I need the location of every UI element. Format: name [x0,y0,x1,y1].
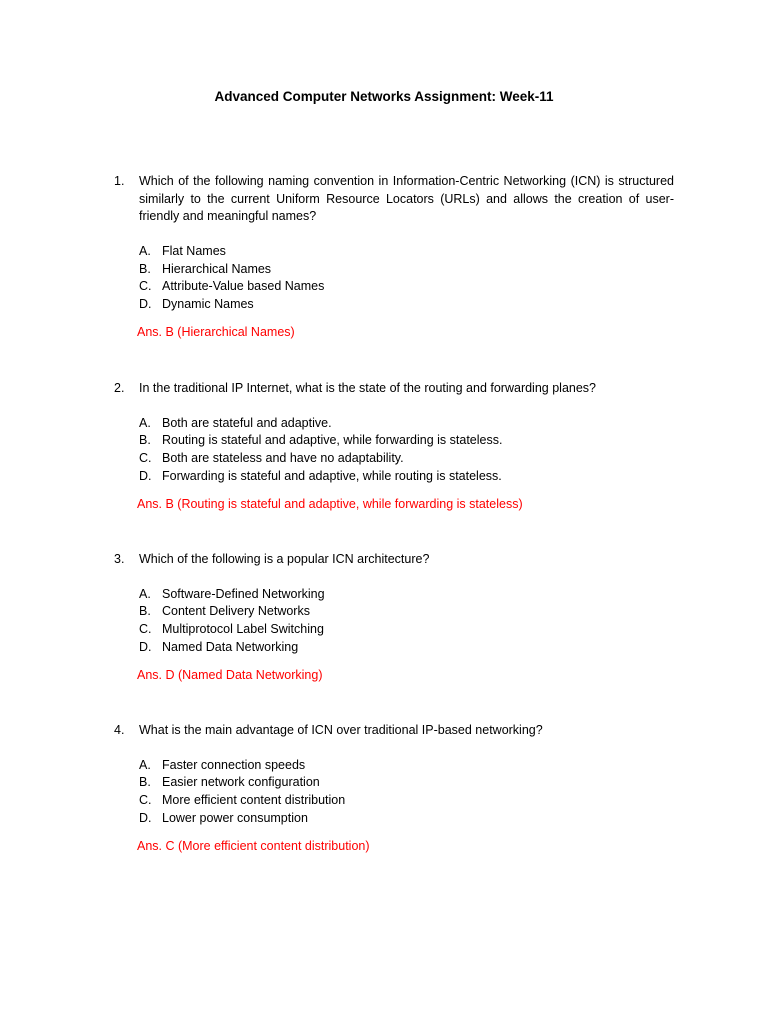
option-letter: D. [139,810,152,825]
answer-text: Ans. B (Hierarchical Names) [137,324,295,339]
option-c [139,278,674,296]
option-text: Lower power consumption [162,810,308,825]
option-text: Faster connection speeds [162,757,306,772]
option-letter: A. [139,586,151,601]
option-d [139,639,674,657]
question-number: 1. [114,174,125,188]
option-d [139,810,674,828]
option-b [139,432,674,450]
option-a [139,243,674,261]
option-letter: D. [139,639,152,654]
option-letter: D. [139,468,152,483]
option-letter: B. [139,775,151,790]
question-4 [114,722,674,855]
option-text: Both are stateless and have no adaptability. [162,451,404,466]
option-c [139,621,674,639]
answer-text: Ans. D (Named Data Networking) [137,667,323,682]
option-text: Attribute-Value based Names [162,279,325,294]
option-text: Dynamic Names [162,297,254,312]
option-text: Multiprotocol Label Switching [162,622,324,637]
option-list [114,586,674,657]
option-d [139,468,674,486]
option-letter: C. [139,622,152,637]
option-text: Hierarchical Names [162,261,272,276]
option-letter: C. [139,451,152,466]
option-text: Forwarding is stateful and adaptive, while routing is stateless. [162,468,502,483]
option-letter: C. [139,279,152,294]
question-number: 2. [114,381,125,395]
option-letter: D. [139,297,152,312]
option-a [139,415,674,433]
option-text: Routing is stateful and adaptive, while forwarding is stateless. [162,433,503,448]
option-a [139,586,674,604]
option-b [139,774,674,792]
question-text: Which of the following naming convention in Information-Centric Networking (ICN) is structured similarly to the current Uniform Resource Locators (URLs) and allows the creation of user-friendly and meaningful names? [139,174,674,224]
answer-text: Ans. B (Routing is stateful and adaptive, while forwarding is stateless) [137,496,523,511]
option-letter: A. [139,415,151,430]
option-letter: B. [139,433,151,448]
option-letter: A. [139,243,151,258]
question-text: Which of the following is a popular ICN architecture? [139,552,430,566]
question-1 [114,173,674,342]
question-number: 4. [114,723,125,737]
option-c [139,450,674,468]
option-text: Content Delivery Networks [162,604,310,619]
option-text: Easier network configuration [162,775,320,790]
option-letter: A. [139,757,151,772]
document-title: Advanced Computer Networks Assignment: Week-11 [214,89,554,104]
question-text: What is the main advantage of ICN over traditional IP-based networking? [139,723,543,737]
option-text: More efficient content distribution [162,793,346,808]
question-3 [114,551,674,684]
option-text: Named Data Networking [162,639,299,654]
option-c [139,792,674,810]
option-d [139,296,674,314]
answer-text: Ans. C (More efficient content distribution) [137,838,370,853]
option-a [139,757,674,775]
option-list [114,757,674,828]
option-b [139,603,674,621]
option-letter: B. [139,261,151,276]
option-list [114,243,674,314]
question-number: 3. [114,552,125,566]
option-b [139,261,674,279]
question-text: In the traditional IP Internet, what is the state of the routing and forwarding planes? [139,381,597,395]
option-letter: C. [139,793,152,808]
option-text: Both are stateful and adaptive. [162,415,332,430]
option-list [114,415,674,486]
option-text: Flat Names [162,243,226,258]
option-text: Software-Defined Networking [162,586,325,601]
question-2 [114,380,674,513]
option-letter: B. [139,604,151,619]
